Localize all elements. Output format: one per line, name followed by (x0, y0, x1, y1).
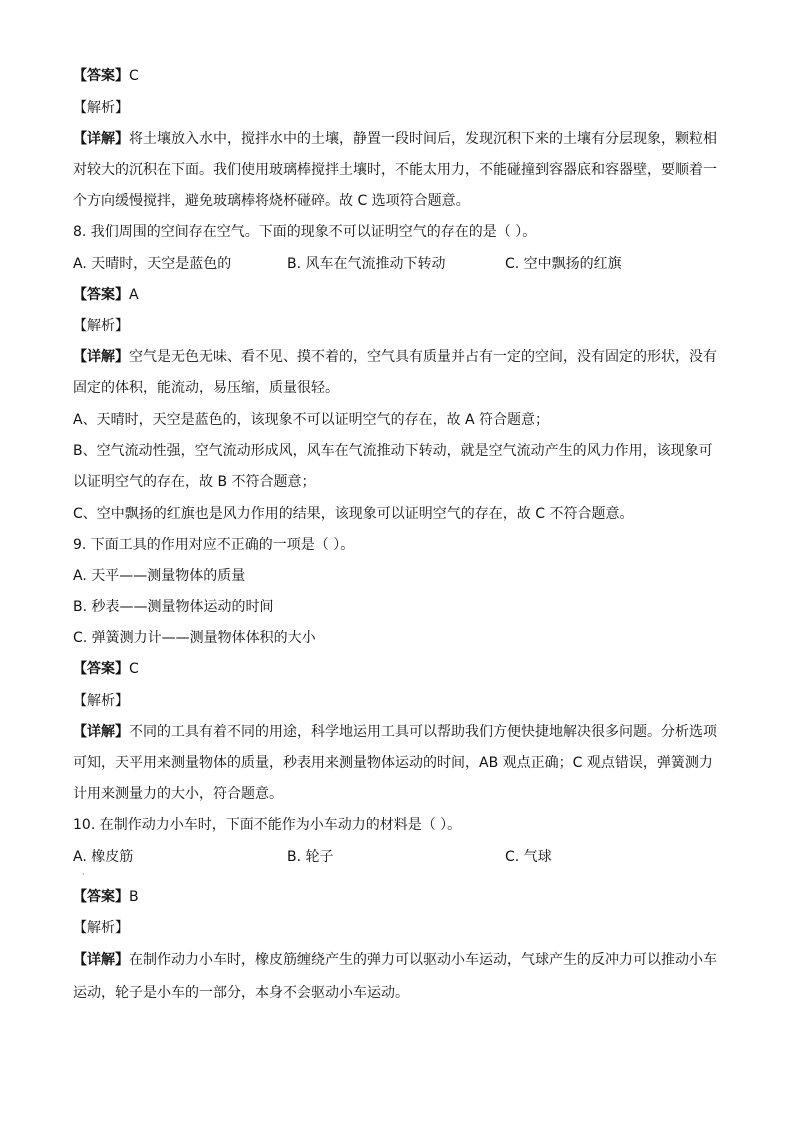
option-b: B. 秒表——测量物体运动的时间 (73, 599, 274, 615)
analysis-heading: 【解析】 (73, 693, 129, 709)
detail-line: A、天晴时，天空是蓝色的，该现象不可以证明空气的存在，故 A 符合题意； (73, 412, 550, 428)
option-a: A. 天平——测量物体的质量 (73, 568, 246, 584)
analysis-heading: 【解析】 (73, 318, 129, 334)
answer-line: 【答案】A (73, 287, 139, 303)
detail-line: 可知，天平用来测量物体的质量，秒表用来测量物体运动的时间，AB 观点正确；C 观点错误，弹簧测力 (73, 755, 713, 771)
detail-line: 计用来测量力的大小，符合题意。 (73, 786, 283, 802)
detail-line: 【详解】空气是无色无味、看不见、摸不着的，空气具有质量并占有一定的空间，没有固定的形状，没有 (73, 349, 717, 365)
answer-value: C (129, 661, 139, 677)
detail-line: B、空气流动性强，空气流动形成风，风车在气流推动下转动，就是空气流动产生的风力作用，该现象可 (73, 443, 713, 459)
detail-line: 【详解】不同的工具有着不同的用途，科学地运用工具可以帮助我们方便快捷地解决很多问题。分析选项 (73, 724, 717, 740)
stray-dot: · (82, 870, 85, 879)
option-c: C. 气球 (505, 849, 552, 865)
detail-line: 以证明空气的存在，故 B 不符合题意； (73, 474, 316, 490)
detail-line: 运动，轮子是小车的一部分，本身不会驱动小车运动。 (73, 985, 409, 1001)
option-c: C. 空中飘扬的红旗 (505, 256, 622, 272)
detail-line: C、空中飘扬的红旗也是风力作用的结果，该现象可以证明空气的存在，故 C 不符合题意。 (73, 506, 634, 522)
detail-line: 个方向缓慢搅拌，避免玻璃棒将烧杯碰碎。故 C 选项符合题意。 (73, 193, 470, 209)
option-b: B. 风车在气流推动下转动 (287, 256, 446, 272)
analysis-heading: 【解析】 (73, 100, 129, 116)
answer-value: A (129, 287, 139, 303)
detail-line: 固定的体积，能流动，易压缩，质量很轻。 (73, 380, 339, 396)
option-b: B. 轮子 (287, 849, 334, 865)
answer-line: 【答案】C (73, 661, 139, 677)
question-8: 8. 我们周围的空间存在空气。下面的现象不可以证明空气的存在的是（ ）。 (73, 224, 537, 240)
detail-line: 【详解】将土壤放入水中，搅拌水中的土壤，静置一段时间后，发现沉积下来的土壤有分层现象，颗粒相 (73, 131, 717, 147)
option-a: A. 橡皮筋 (73, 849, 134, 865)
option-a: A. 天晴时，天空是蓝色的 (73, 256, 232, 272)
answer-line: 【答案】C (73, 68, 139, 84)
answer-line: 【答案】B (73, 889, 139, 905)
detail-line: 【详解】在制作动力小车时，橡皮筋缠绕产生的弹力可以驱动小车运动，气球产生的反冲力可以推动小车 (73, 952, 717, 968)
analysis-heading: 【解析】 (73, 920, 129, 936)
detail-line: 对较大的沉积在下面。我们使用玻璃棒搅拌土壤时，不能太用力，不能碰撞到容器底和容器壁，要顺着一 (73, 162, 717, 178)
question-10: 10. 在制作动力小车时，下面不能作为小车动力的材料是（ ）。 (73, 817, 462, 833)
answer-value: C (129, 68, 139, 84)
question-9: 9. 下面工具的作用对应不正确的一项是（ ）。 (73, 537, 355, 553)
option-c: C. 弹簧测力计——测量物体体积的大小 (73, 630, 316, 646)
answer-value: B (129, 889, 139, 905)
